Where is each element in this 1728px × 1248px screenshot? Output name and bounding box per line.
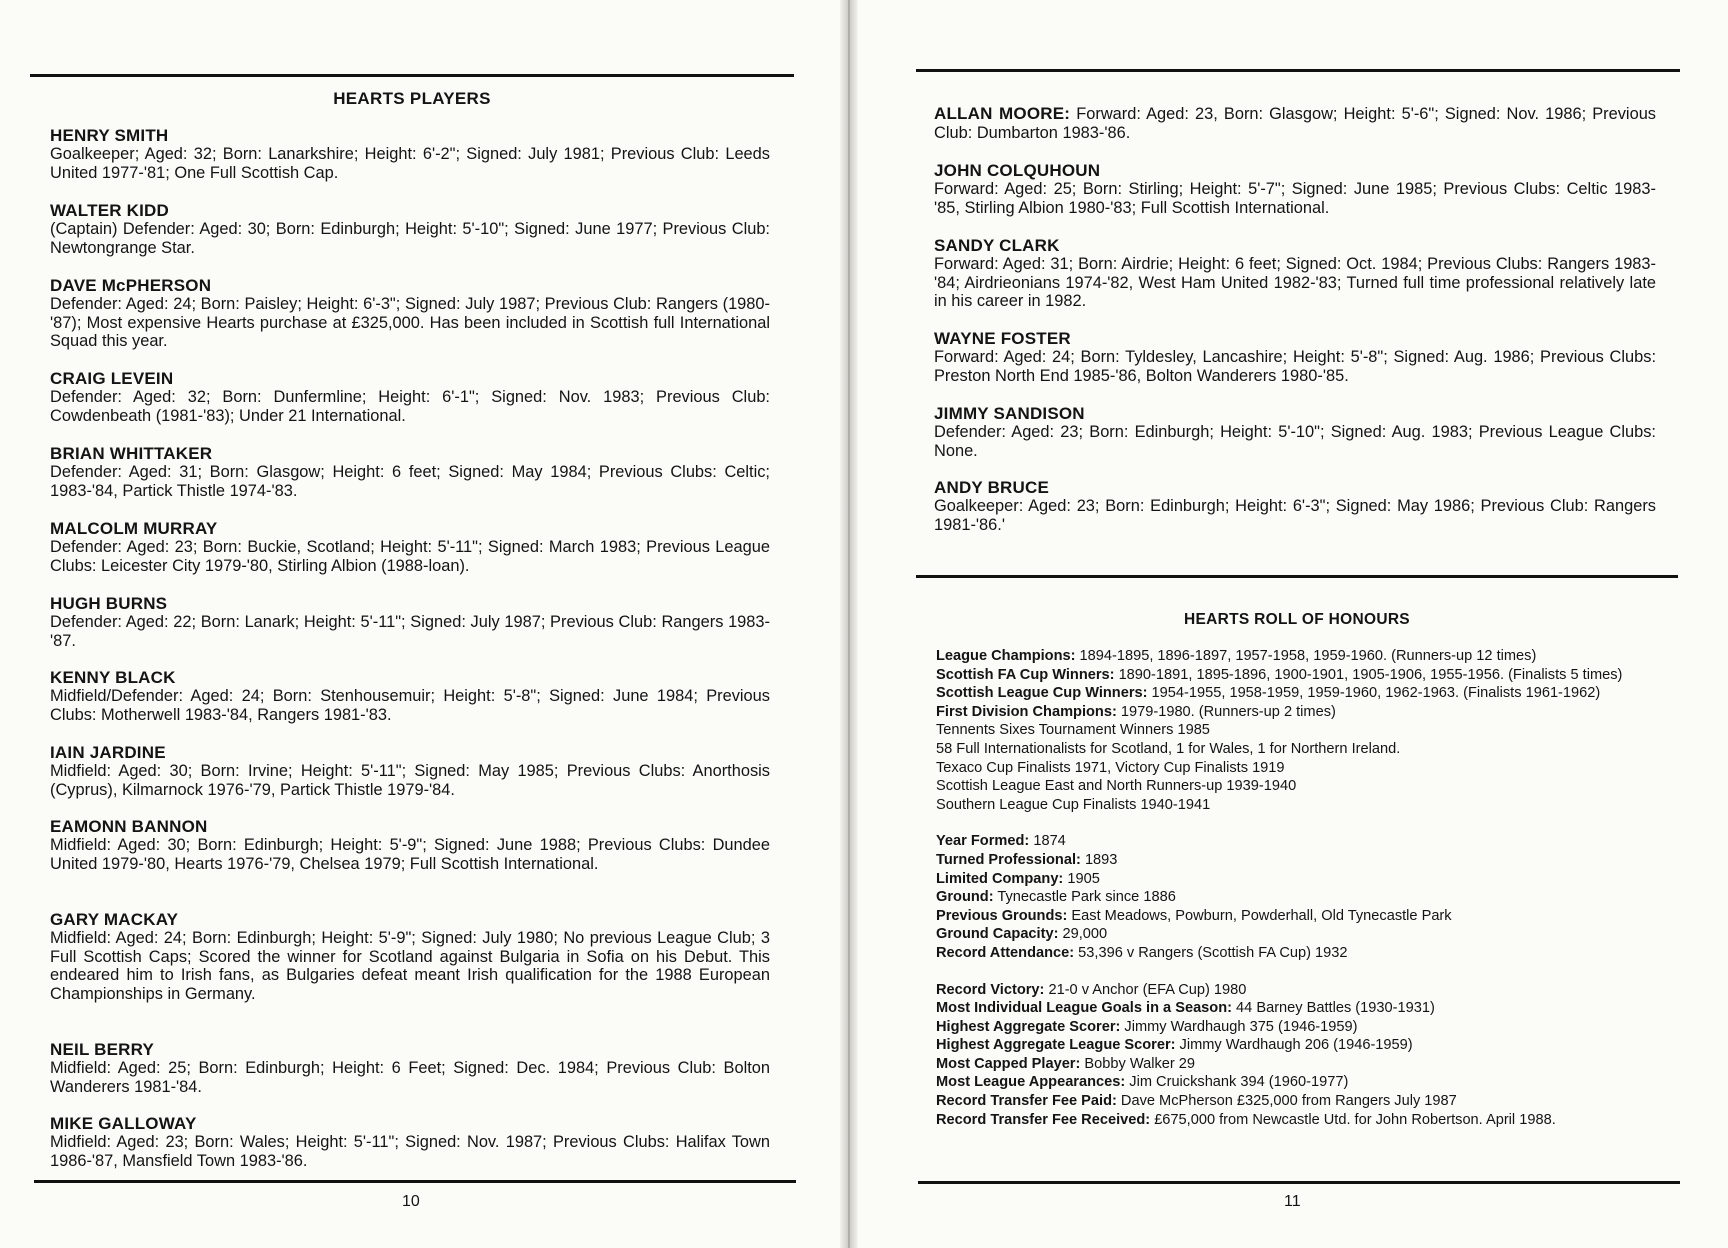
- player-entry: [934, 404, 1656, 460]
- player-description: Forward: Aged: 24; Born: Tyldesley, Lancashire; Height: 5'-8"; Signed: Aug. 1986; Previous Clubs: Preston North End 1985-'86, Bolton Wanderers 1980-'85.: [934, 348, 1656, 385]
- player-entry: [50, 126, 770, 182]
- honours-item: [936, 796, 1666, 815]
- fact-text: 1905: [1063, 870, 1100, 887]
- record-label: Most Capped Player:: [936, 1055, 1081, 1072]
- honours-list: [936, 647, 1666, 1129]
- page-gutter: [840, 0, 858, 1248]
- player-description: Midfield: Aged: 30; Born: Irvine; Height: 5'-11"; Signed: May 1985; Previous Clubs: Anorthosis (Cyprus), Kilmarnock 1976-'79, Partick Thistle 1979-'84.: [50, 762, 770, 799]
- fact-text: 1874: [1029, 833, 1066, 850]
- club-fact: [936, 832, 1666, 851]
- player-entry: [50, 817, 770, 873]
- player-entry: [934, 329, 1656, 385]
- player-name: NEIL BERRY: [50, 1040, 155, 1059]
- record-text: Bobby Walker 29: [1080, 1055, 1195, 1072]
- spacer: [936, 963, 1666, 981]
- player-entry: [50, 201, 770, 257]
- bottom-rule: [34, 1180, 796, 1183]
- record-label: Record Transfer Fee Paid:: [936, 1093, 1117, 1110]
- player-entry: [934, 236, 1656, 311]
- player-entry: [50, 1040, 770, 1096]
- player-name: DAVE McPHERSON: [50, 276, 212, 295]
- fact-text: Tynecastle Park since 1886: [993, 889, 1176, 906]
- honours-label: League Champions:: [936, 648, 1076, 664]
- fact-label: Ground:: [936, 889, 994, 906]
- player-description: Midfield: Aged: 24; Born: Edinburgh; Height: 5'-9"; Signed: July 1980; No previous League Club; 3 Full Scottish Caps; Scored the winner for Scotland against Bulgaria in Sofia on his Debut. This endeared him to Irish fans, as Bulgaries defeat meant Irish qualification for the 1988 European Championships in Germany.: [50, 929, 770, 1003]
- player-description: Forward: Aged: 31; Born: Airdrie; Height: 6 feet; Signed: Oct. 1984; Previous Clubs: Rangers 1983-'84; Airdrieonians 1974-'82, West Ham United 1982-'83; Turned full time professional relatively late in his career in 1982.: [934, 255, 1656, 311]
- player-entry: [50, 1114, 770, 1170]
- honours-text: 1890-1891, 1895-1896, 1900-1901, 1905-1906, 1955-1956. (Finalists 5 times): [1114, 666, 1623, 683]
- player-details: Forward: Aged: 23, Born: Glasgow; Height: 5'-6"; Signed: Nov. 1986; Previous Club: Dumbarton 1983-'86.: [934, 105, 1657, 142]
- honours-label: First Division Champions:: [936, 703, 1117, 720]
- player-name: ANDY BRUCE: [934, 478, 1050, 497]
- player-name: BRIAN WHITTAKER: [50, 444, 213, 463]
- player-description: Midfield: Aged: 30; Born: Edinburgh; Height: 5'-9"; Signed: June 1988; Previous Clubs: Dundee United 1979-'80, Hearts 1976-'79, Chelsea 1979; Full Scottish International.: [50, 836, 770, 873]
- fact-label: Limited Company:: [936, 870, 1064, 887]
- club-record: [936, 1092, 1666, 1111]
- page-number: 10: [402, 1193, 420, 1210]
- player-name: GARY MACKAY: [50, 910, 179, 929]
- club-record: [936, 999, 1666, 1018]
- club-fact: [936, 907, 1666, 926]
- right-page: [858, 0, 1728, 1248]
- record-text: Dave McPherson £325,000 from Rangers July 1987: [1116, 1093, 1457, 1110]
- record-label: Most Individual League Goals in a Season:: [936, 1000, 1232, 1017]
- player-name: HENRY SMITH: [50, 126, 169, 145]
- player-name: SANDY CLARK: [934, 236, 1060, 255]
- left-page: [0, 0, 840, 1248]
- record-text: £675,000 from Newcastle Utd. for John Robertson. April 1988.: [1150, 1111, 1556, 1128]
- honours-item: [936, 777, 1666, 796]
- player-entry: [934, 104, 1656, 142]
- player-description: Defender: Aged: 24; Born: Paisley; Height: 6'-3"; Signed: July 1987; Previous Club: Rangers (1980-'87); Most expensive Hearts purchase at £325,000. Has been included in Scottish full International Squad this year.: [50, 295, 770, 351]
- club-record: [936, 1036, 1666, 1055]
- player-name: MIKE GALLOWAY: [50, 1114, 197, 1133]
- record-label: Record Transfer Fee Received:: [936, 1111, 1151, 1128]
- record-text: 44 Barney Battles (1930-1931): [1232, 1000, 1435, 1017]
- player-description: (Captain) Defender: Aged: 30; Born: Edinburgh; Height: 5'-10"; Signed: June 1977; Previous Club: Newtongrange Star.: [50, 220, 770, 257]
- fact-text: East Meadows, Powburn, Powderhall, Old Tynecastle Park: [1067, 907, 1452, 924]
- top-rule: [916, 69, 1680, 72]
- club-record: [936, 1073, 1666, 1092]
- section-heading: HEARTS PLAYERS: [333, 89, 491, 108]
- honours-text: 1954-1955, 1958-1959, 1959-1960, 1962-1963. (Finalists 1961-1962): [1147, 685, 1601, 702]
- player-entry: [50, 594, 770, 650]
- player-name: HUGH BURNS: [50, 594, 168, 613]
- player-name: IAIN JARDINE: [50, 743, 166, 762]
- player-name: EAMONN BANNON: [50, 817, 208, 836]
- player-entry: [50, 444, 770, 500]
- player-description: Defender: Aged: 22; Born: Lanark; Height: 5'-11"; Signed: July 1987; Previous Club: Rangers 1983-'87.: [50, 613, 770, 650]
- record-label: Highest Aggregate League Scorer:: [936, 1037, 1176, 1054]
- player-name: KENNY BLACK: [50, 668, 176, 687]
- top-rule: [30, 74, 794, 77]
- record-label: Highest Aggregate Scorer:: [936, 1018, 1121, 1035]
- record-text: 21-0 v Anchor (EFA Cup) 1980: [1044, 981, 1247, 998]
- player-description: Midfield/Defender: Aged: 24; Born: Stenhousemuir; Height: 5'-8"; Signed: June 1984; Previous Clubs: Motherwell 1983-'84, Rangers 1981-'83.: [50, 687, 770, 724]
- section-rule: [916, 575, 1678, 578]
- player-entry: [50, 276, 770, 351]
- club-fact: [936, 925, 1666, 944]
- player-description: [934, 104, 1656, 142]
- player-description: Midfield: Aged: 23; Born: Wales; Height: 5'-11"; Signed: Nov. 1987; Previous Clubs: Halifax Town 1986-'87, Mansfield Town 1983-'86.: [50, 1133, 770, 1170]
- fact-label: Ground Capacity:: [936, 926, 1059, 943]
- player-description: Midfield: Aged: 25; Born: Edinburgh; Height: 6 Feet; Signed: Dec. 1984; Previous Club: Bolton Wanderers 1981-'84.: [50, 1059, 770, 1096]
- honours-label: Scottish League Cup Winners:: [936, 685, 1148, 702]
- club-fact: [936, 870, 1666, 889]
- player-description: Goalkeeper: Aged: 23; Born: Edinburgh; Height: 6'-3"; Signed: May 1986; Previous Club: Rangers 1981-'86.': [934, 497, 1656, 534]
- honours-heading: HEARTS ROLL OF HONOURS: [1184, 611, 1410, 628]
- record-label: Record Victory:: [936, 981, 1045, 998]
- club-fact: [936, 888, 1666, 907]
- player-name: JOHN COLQUHOUN: [934, 161, 1101, 180]
- honours-text: Tennents Sixes Tournament Winners 1985: [936, 722, 1210, 739]
- honours-item: [936, 684, 1666, 703]
- player-entry: [50, 910, 770, 1003]
- club-record: [936, 981, 1666, 1000]
- club-record: [936, 1055, 1666, 1074]
- bottom-rule: [918, 1181, 1680, 1184]
- player-description: Defender: Aged: 23; Born: Buckie, Scotland; Height: 5'-11"; Signed: March 1983; Previous League Clubs: Leicester City 1979-'80, Stirling Albion (1988-loan).: [50, 538, 770, 575]
- player-description: Defender: Aged: 31; Born: Glasgow; Height: 6 feet; Signed: May 1984; Previous Clubs: Celtic; 1983-'84, Partick Thistle 1974-'83.: [50, 463, 770, 500]
- player-description: Defender: Aged: 23; Born: Edinburgh; Height: 5'-10"; Signed: Aug. 1983; Previous League Clubs: None.: [934, 423, 1656, 460]
- spacer: [936, 814, 1666, 832]
- player-name: WAYNE FOSTER: [934, 329, 1071, 348]
- player-name: CRAIG LEVEIN: [50, 369, 174, 388]
- honours-text: 1979-1980. (Runners-up 2 times): [1116, 703, 1336, 720]
- honours-text: 1894-1895, 1896-1897, 1957-1958, 1959-1960. (Runners-up 12 times): [1075, 648, 1537, 664]
- player-entry: [50, 743, 770, 799]
- player-entry: [934, 161, 1656, 217]
- player-entry: [934, 478, 1656, 534]
- record-label: Most League Appearances:: [936, 1074, 1126, 1091]
- record-text: Jimmy Wardhaugh 206 (1946-1959): [1175, 1037, 1413, 1054]
- player-entry: [50, 668, 770, 724]
- player-description: Forward: Aged: 25; Born: Stirling; Height: 5'-7"; Signed: June 1985; Previous Clubs: Celtic 1983-'85, Stirling Albion 1980-'83; Full Scottish International.: [934, 180, 1656, 217]
- honours-text: Scottish League East and North Runners-up 1939-1940: [936, 778, 1297, 795]
- player-name: WALTER KIDD: [50, 201, 169, 220]
- club-fact: [936, 851, 1666, 870]
- player-name: JIMMY SANDISON: [934, 404, 1085, 423]
- player-description: Goalkeeper; Aged: 32; Born: Lanarkshire; Height: 6'-2"; Signed: July 1981; Previous Club: Leeds United 1977-'81; One Full Scottish Cap.: [50, 145, 770, 182]
- record-text: Jimmy Wardhaugh 375 (1946-1959): [1120, 1018, 1358, 1035]
- honours-item: [936, 647, 1666, 666]
- honours-label: Scottish FA Cup Winners:: [936, 666, 1115, 683]
- player-name: MALCOLM MURRAY: [50, 519, 218, 538]
- player-description: Defender: Aged: 32; Born: Dunfermline; Height: 6'-1"; Signed: Nov. 1983; Previous Club: Cowdenbeath (1981-'83); Under 21 International.: [50, 388, 770, 425]
- fact-text: 1893: [1080, 851, 1118, 868]
- honours-item: [936, 740, 1666, 759]
- honours-text: Southern League Cup Finalists 1940-1941: [936, 796, 1211, 813]
- fact-label: Record Attendance:: [936, 944, 1075, 961]
- fact-text: 29,000: [1058, 926, 1108, 943]
- fact-label: Turned Professional:: [936, 851, 1081, 868]
- honours-item: [936, 703, 1666, 722]
- player-name: ALLAN MOORE:: [934, 104, 1071, 123]
- player-entry: [50, 369, 770, 425]
- fact-label: Previous Grounds:: [936, 907, 1068, 924]
- player-entry: [50, 519, 770, 575]
- honours-text: 58 Full Internationalists for Scotland, 1 for Wales, 1 for Northern Ireland.: [936, 740, 1401, 757]
- club-fact: [936, 944, 1666, 963]
- club-record: [936, 1018, 1666, 1037]
- fact-label: Year Formed:: [936, 833, 1030, 850]
- record-text: Jim Cruickshank 394 (1960-1977): [1125, 1074, 1349, 1091]
- honours-text: Texaco Cup Finalists 1971, Victory Cup Finalists 1919: [936, 759, 1285, 776]
- honours-item: [936, 759, 1666, 778]
- page-number: 11: [1284, 1193, 1301, 1210]
- honours-item: [936, 721, 1666, 740]
- fact-text: 53,396 v Rangers (Scottish FA Cup) 1932: [1074, 944, 1348, 961]
- honours-item: [936, 666, 1666, 685]
- club-record: [936, 1111, 1666, 1130]
